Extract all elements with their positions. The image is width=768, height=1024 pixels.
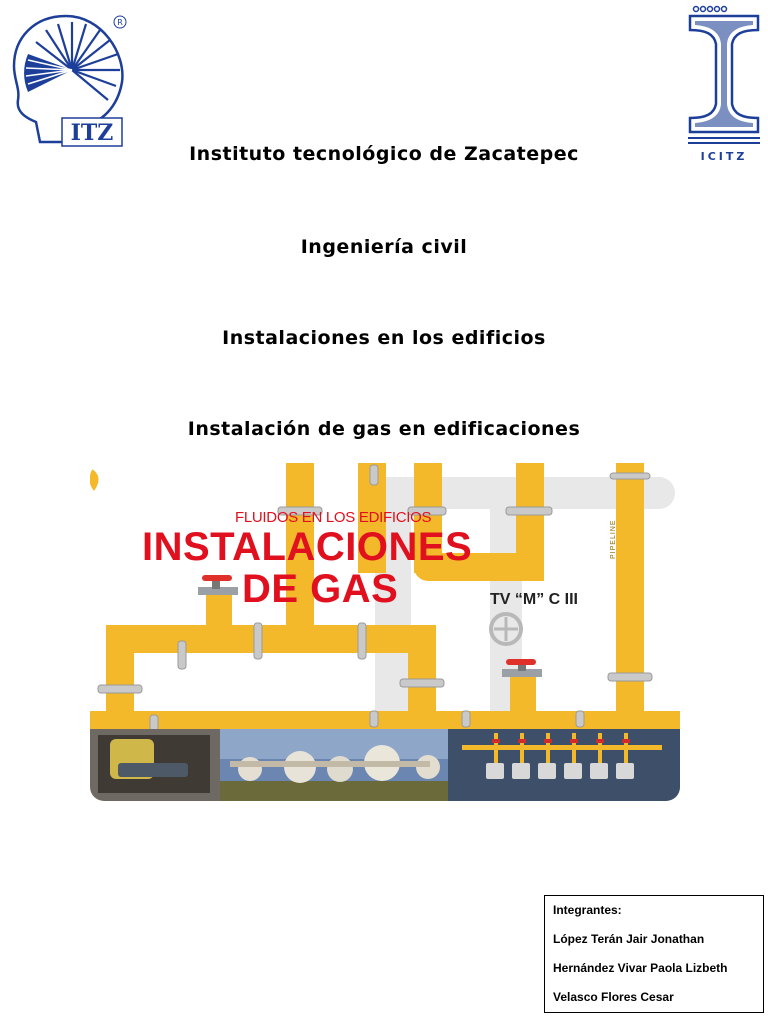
itz-logo — [6, 8, 130, 152]
members-box — [544, 895, 764, 1013]
member-name: Hernández Vivar Paola Lizbeth — [553, 961, 728, 975]
icitz-logo — [686, 4, 762, 164]
banner-title-line2: DE GAS — [242, 567, 399, 611]
topic-title: Instalación de gas en edificaciones — [187, 418, 581, 440]
subject-title: Instalaciones en los edificios — [222, 327, 546, 349]
pipe-label: PIPELINE — [610, 519, 617, 559]
members-heading: Integrantes: — [553, 903, 622, 917]
itz-logo-text: ITZ — [70, 120, 114, 146]
icitz-logo-text: ICITZ — [700, 150, 748, 163]
member-name: Velasco Flores Cesar — [553, 990, 674, 1004]
banner-subtitle: FLUIDOS EN LOS EDIFICIOS — [235, 509, 432, 526]
career-title: Ingeniería civil — [300, 236, 468, 258]
institution-title: Instituto tecnológico de Zacatepec — [189, 143, 579, 165]
member-name: López Terán Jair Jonathan — [553, 932, 705, 946]
banner-code: TV “M” C III — [490, 591, 578, 608]
gas-installations-banner — [90, 463, 680, 801]
banner-title-line1: INSTALACIONES — [142, 525, 473, 569]
svg-text:R: R — [117, 18, 123, 27]
